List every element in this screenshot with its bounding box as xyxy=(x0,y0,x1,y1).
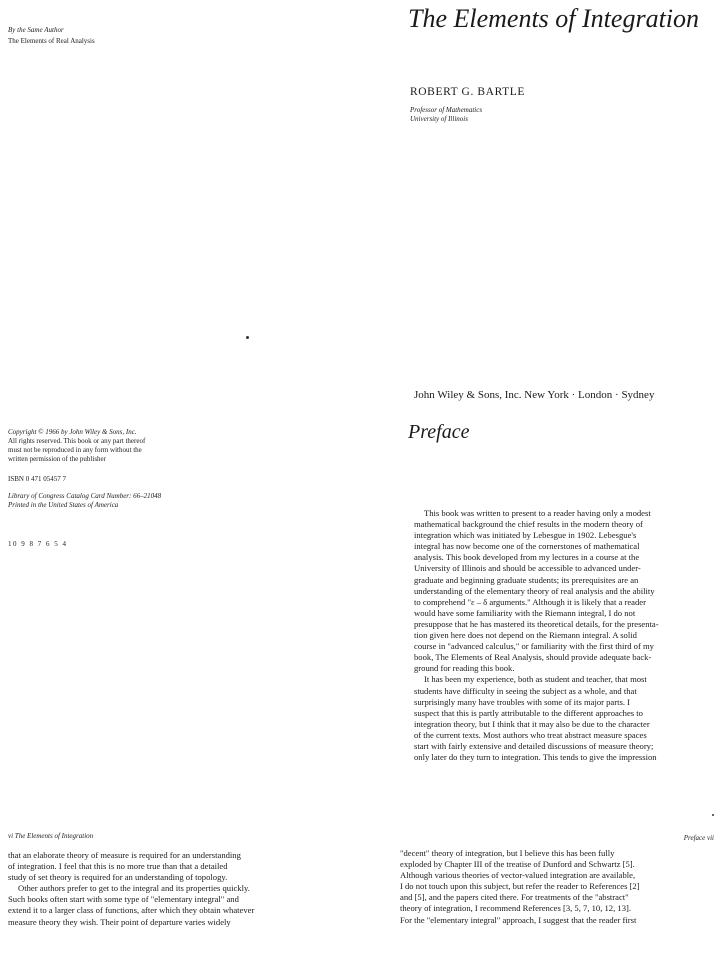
text-line: exploded by Chapter III of the treatise of Dunford and Schwartz [5]. xyxy=(400,859,635,870)
publisher-name: John Wiley & Sons, Inc. xyxy=(414,389,522,401)
printed-in: Printed in the United States of America xyxy=(8,501,119,509)
copyright-first-line: Copyright © 1966 by John Wiley & Sons, Inc. xyxy=(8,428,137,436)
text-line: understanding of the elementary theory of real analysis and the ability xyxy=(414,585,655,596)
book-title: The Elements of Integration xyxy=(408,4,700,33)
author-university: University of Illinois xyxy=(410,115,468,123)
page-vii-text xyxy=(400,848,716,926)
text-line: of integration. I feel that this is no more true than that a detailed xyxy=(8,861,228,872)
running-head-vi: vi The Elements of Integration xyxy=(8,832,94,840)
text-line: study of set theory is required for an understanding of topology. xyxy=(8,872,228,883)
text-line: course in "advanced calculus," or familiarity with the first third of my xyxy=(414,641,654,652)
author-name: ROBERT G. BARTLE xyxy=(410,86,526,98)
text-line: Although various theories of vector-valued integration are available, xyxy=(400,870,636,881)
text-line: measure theory they wish. Their point of departure varies widely xyxy=(8,916,231,927)
text-line: start with fairly extensive and detailed discussions of measure theory; xyxy=(414,740,654,751)
preface-page xyxy=(360,420,720,820)
rights-line-3: written permission of the publisher xyxy=(8,455,106,463)
text-line: tion given here does not depend on the Riemann integral. A solid xyxy=(414,630,637,641)
text-line: that an elaborate theory of measure is required for an understanding xyxy=(8,850,241,860)
text-line: I do not touch upon this subject, but refer the reader to References [2] xyxy=(400,881,640,892)
text-line: University of Illinois and should be accessible to advanced under- xyxy=(414,563,641,574)
preface-text xyxy=(414,508,716,763)
print-line: 10 9 8 7 6 5 4 xyxy=(8,540,68,548)
rights-line-1: All rights reserved. This book or any part thereof xyxy=(8,437,146,445)
same-author-book-title: The Elements of Real Analysis xyxy=(8,37,95,45)
page-mark xyxy=(712,814,714,816)
title-page xyxy=(360,0,720,420)
text-line: analysis. This book developed from my lectures in a course at the xyxy=(414,552,640,563)
text-line: mathematical background the chief results in the modern theory of xyxy=(414,519,643,530)
text-line: theory of integration, I recommend References [3, 5, 7, 10, 12, 13]. xyxy=(400,903,632,914)
text-line: It has been my experience, both as student and teacher, that most xyxy=(424,674,647,685)
scan-speck xyxy=(246,336,249,339)
lccn: Library of Congress Catalog Card Number: 66–21048 xyxy=(8,492,162,500)
text-line: suspect that this is partly attributable to the different approaches to xyxy=(414,707,643,718)
preface-heading: Preface xyxy=(408,421,470,443)
text-line: book, The Elements of Real Analysis, should provide adequate back- xyxy=(414,652,652,663)
text-line: to comprehend "ε – δ arguments." Although it is likely that a reader xyxy=(414,596,646,607)
copyright-page xyxy=(0,420,360,820)
text-line: integration theory, but I think that it may also be due to the character xyxy=(414,718,650,729)
running-head-vii: Preface vii xyxy=(683,834,714,842)
text-line: only later do they turn to integration. This tends to give the impression xyxy=(414,752,657,763)
author-position: Professor of Mathematics xyxy=(410,106,483,114)
text-line: Such books often start with some type of "elementary integral" and xyxy=(8,894,239,905)
text-line: Other authors prefer to get to the integral and its properties quickly. xyxy=(18,883,250,894)
page-vi xyxy=(0,820,360,960)
publisher-cities: New York · London · Sydney xyxy=(524,389,655,401)
text-line: "decent" theory of integration, but I believe this has been fully xyxy=(400,848,615,858)
by-same-author-label: By the Same Author xyxy=(8,26,64,34)
page-vii xyxy=(360,820,720,960)
text-line: graduate and beginning graduate students; its prerequisites are an xyxy=(414,574,639,585)
text-line: and [5], and the papers cited there. For treatments of the "abstract" xyxy=(400,892,629,903)
publisher-line xyxy=(414,389,654,401)
half-title-verso-page xyxy=(0,0,360,420)
text-line: integration which was initiated by Lebesgue in 1902. Lebesgue's xyxy=(414,530,637,541)
text-line: For the "elementary integral" approach, I suggest that the reader first xyxy=(400,914,637,925)
isbn: ISBN 0 471 05457 7 xyxy=(8,475,66,483)
page-vi-text xyxy=(8,850,328,928)
text-line: presuppose that he has mastered its theoretical details, for the presenta- xyxy=(414,618,659,629)
text-line: integral has now become one of the cornerstones of mathematical xyxy=(414,541,640,552)
text-line: This book was written to present to a reader having only a modest xyxy=(424,508,651,518)
text-line: ground for reading this book. xyxy=(414,663,515,674)
rights-line-2: must not be reproduced in any form without the xyxy=(8,446,142,454)
text-line: surprisingly many have troubles with some of its major parts. I xyxy=(414,696,631,707)
text-line: students have difficulty in seeing the subject as a whole, and that xyxy=(414,685,637,696)
text-line: extend it to a larger class of functions, after which they obtain whatever xyxy=(8,905,255,916)
text-line: of the current texts. Most authors who treat abstract measure spaces xyxy=(414,729,647,740)
text-line: would have some familiarity with the Riemann integral, I do not xyxy=(414,607,636,618)
